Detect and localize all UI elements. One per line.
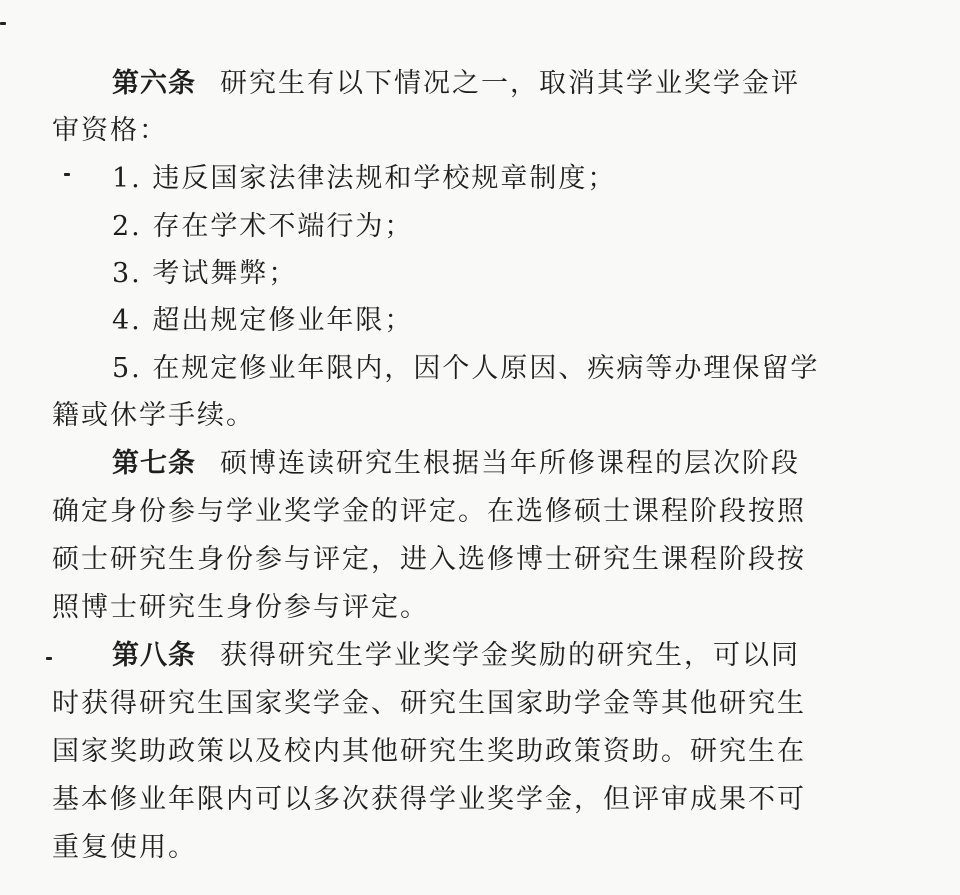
article8-text-line1: 获得研究生学业奖学金奖励的研究生，可以同	[220, 640, 800, 671]
article8-line4: 基本修业年限内可以多次获得学业奖学金，但评审成果不可	[52, 784, 806, 815]
list-item: 3. 考试舞弊；	[112, 258, 298, 289]
article6-line1	[112, 64, 812, 104]
list-item: 5. 在规定修业年限内，因个人原因、疾病等办理保留学	[112, 353, 820, 384]
article8-line2: 时获得研究生国家奖学金、研究生国家助学金等其他研究生	[52, 688, 806, 719]
article6-line2: 审资格：	[52, 115, 168, 146]
scan-speck	[46, 657, 52, 660]
article7-line4: 照博士研究生身份参与评定。	[52, 592, 429, 623]
article6-heading: 第六条	[112, 68, 196, 99]
list-item-continuation: 籍或休学手续。	[52, 400, 255, 431]
article7-text-line1: 硕博连读研究生根据当年所修课程的层次阶段	[220, 448, 800, 479]
article8-line5: 重复使用。	[52, 832, 197, 863]
article7-line3: 硕士研究生身份参与评定，进入选修博士研究生课程阶段按	[52, 544, 806, 575]
article8-line3: 国家奖助政策以及校内其他研究生奖助政策资助。研究生在	[52, 736, 806, 767]
list-item: 1. 违反国家法律法规和学校规章制度；	[112, 163, 617, 194]
scan-speck	[0, 22, 6, 25]
article8-line1	[112, 636, 812, 676]
list-item: 2. 存在学术不端行为；	[112, 211, 414, 242]
article7-heading: 第七条	[112, 448, 196, 479]
article6-text-line1: 研究生有以下情况之一，取消其学业奖学金评	[220, 68, 800, 99]
article7-line1	[112, 444, 812, 484]
scan-speck	[64, 173, 70, 176]
article8-heading: 第八条	[112, 640, 196, 671]
article7-line2: 确定身份参与学业奖学金的评定。在选修硕士课程阶段按照	[52, 496, 806, 527]
list-item: 4. 超出规定修业年限；	[112, 305, 414, 336]
